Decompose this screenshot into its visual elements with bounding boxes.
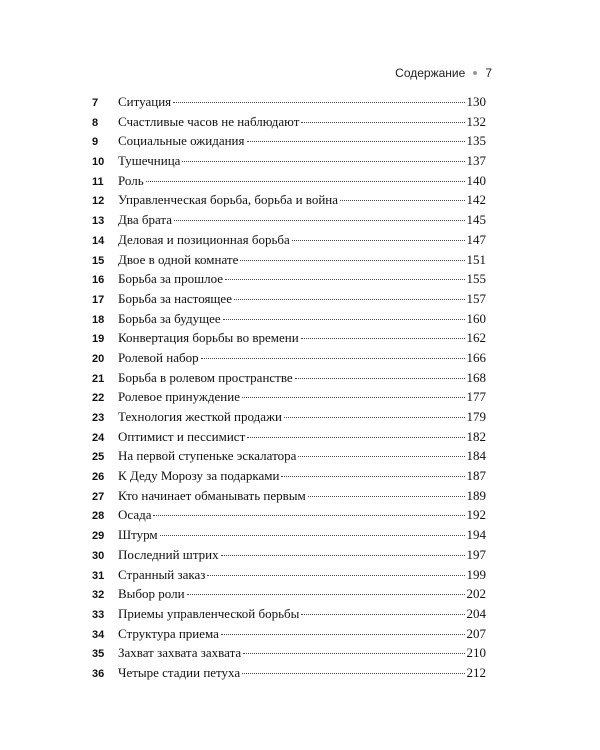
toc-entry-number: 35 — [92, 648, 105, 661]
toc-entry-number: 34 — [92, 628, 105, 641]
toc-entry[interactable] — [92, 92, 486, 112]
dot-leader — [340, 200, 464, 201]
table-of-contents — [92, 92, 486, 683]
toc-entry-title: Ролевое принуждение — [118, 389, 240, 405]
toc-entry-page: 199 — [466, 566, 486, 582]
toc-entry-number: 32 — [92, 589, 105, 602]
toc-entry-title: Роль — [118, 172, 144, 188]
toc-entry-number: 30 — [92, 549, 105, 562]
toc-entry-number: 21 — [92, 372, 105, 385]
toc-entry[interactable] — [92, 112, 486, 132]
toc-entry-page: 137 — [466, 153, 486, 169]
toc-entry[interactable] — [92, 289, 486, 309]
toc-entry-title: Борьба за настоящее — [118, 290, 232, 306]
toc-entry-title: Деловая и позиционная борьба — [118, 231, 290, 247]
toc-entry-number: 29 — [92, 530, 105, 543]
dot-leader — [187, 594, 465, 595]
toc-entry-title: Последний штрих — [118, 546, 219, 562]
toc-entry-page: 162 — [466, 330, 486, 346]
toc-entry-number: 9 — [92, 136, 99, 149]
toc-entry-page: 135 — [466, 133, 486, 149]
toc-entry-number: 22 — [92, 392, 105, 405]
toc-entry-title: Двое в одной комнате — [118, 251, 239, 267]
toc-entry-page: 194 — [466, 527, 486, 543]
dot-leader — [160, 535, 465, 536]
toc-entry-page: 202 — [466, 586, 486, 602]
toc-entry[interactable] — [92, 407, 486, 427]
toc-entry[interactable] — [92, 171, 486, 191]
toc-entry-page: 157 — [466, 290, 486, 306]
toc-entry[interactable] — [92, 525, 486, 545]
toc-entry[interactable] — [92, 387, 486, 407]
dot-leader — [153, 515, 464, 516]
toc-entry-page: 140 — [466, 172, 486, 188]
toc-entry-page: 145 — [466, 212, 486, 228]
toc-entry-page: 204 — [466, 605, 486, 621]
toc-entry-title: Два брата — [118, 212, 173, 228]
toc-entry-page: 207 — [466, 625, 486, 641]
header-title: Содержание — [395, 66, 466, 80]
toc-entry-number: 23 — [92, 412, 105, 424]
toc-entry-title: Четыре стадии петуха — [118, 664, 241, 680]
toc-entry[interactable] — [92, 269, 486, 289]
toc-entry[interactable] — [92, 151, 486, 171]
toc-entry[interactable] — [92, 230, 486, 250]
toc-entry-number: 36 — [92, 667, 105, 680]
toc-entry-title: Конвертация борьбы во времени — [118, 330, 299, 346]
toc-entry[interactable] — [92, 643, 486, 663]
toc-entry-page: 160 — [466, 310, 486, 326]
toc-entry-number: 10 — [92, 156, 105, 169]
dot-leader — [182, 161, 464, 162]
toc-entry-number: 7 — [92, 97, 99, 109]
dot-leader — [221, 555, 465, 556]
toc-entry-title: Выбор роли — [118, 586, 185, 602]
dot-leader — [281, 476, 464, 477]
toc-entry-page: 166 — [466, 349, 486, 365]
dot-leader — [201, 358, 465, 359]
toc-entry[interactable] — [92, 309, 486, 329]
dot-leader — [242, 673, 464, 674]
toc-entry-title: Борьба за будущее — [118, 310, 221, 326]
toc-entry[interactable] — [92, 446, 486, 466]
dot-leader — [284, 417, 465, 418]
dot-leader — [174, 220, 464, 221]
dot-leader — [308, 496, 465, 497]
toc-entry-title: Социальные ожидания — [118, 133, 245, 149]
toc-entry[interactable] — [92, 505, 486, 525]
toc-entry[interactable] — [92, 584, 486, 604]
toc-entry-title: Ситуация — [118, 94, 172, 109]
toc-entry-number: 12 — [92, 195, 105, 208]
toc-entry-page: 197 — [466, 546, 486, 562]
dot-leader — [242, 397, 465, 398]
toc-entry[interactable] — [92, 545, 486, 565]
dot-leader — [295, 378, 465, 379]
toc-entry-title: Приемы управленческой борьбы — [118, 605, 300, 621]
dot-leader — [173, 102, 464, 103]
running-header — [395, 66, 492, 80]
toc-entry-page: 168 — [466, 369, 486, 385]
toc-entry[interactable] — [92, 604, 486, 624]
dot-leader — [146, 181, 465, 182]
toc-entry-number: 14 — [92, 234, 105, 247]
bullet-icon — [473, 71, 477, 75]
toc-entry[interactable] — [92, 250, 486, 270]
toc-entry-number: 15 — [92, 254, 105, 267]
toc-entry-number: 19 — [92, 333, 105, 346]
toc-entry-number: 31 — [92, 569, 105, 582]
dot-leader — [240, 260, 464, 261]
toc-entry[interactable] — [92, 210, 486, 230]
toc-entry-number: 28 — [92, 510, 105, 523]
toc-entry-title: Ролевой набор — [118, 349, 199, 365]
toc-entry-page: 182 — [466, 428, 486, 444]
toc-entry[interactable] — [92, 348, 486, 368]
toc-entry-number: 25 — [92, 451, 105, 464]
toc-entry-page: 142 — [466, 192, 486, 208]
toc-entry-title: Осада — [118, 507, 152, 523]
toc-entry-page: 187 — [466, 468, 486, 484]
toc-entry[interactable] — [92, 486, 486, 506]
toc-entry[interactable] — [92, 427, 486, 447]
toc-entry-page: 151 — [466, 251, 486, 267]
toc-entry[interactable] — [92, 368, 486, 388]
toc-entry-title: Структура приема — [118, 625, 219, 641]
toc-entry-page: 179 — [466, 409, 486, 424]
toc-entry-page: 155 — [466, 271, 486, 287]
dot-leader — [301, 122, 464, 123]
toc-entry-title: Борьба в ролевом пространстве — [118, 369, 293, 385]
dot-leader — [234, 299, 465, 300]
toc-entry-title: Кто начинает обманывать первым — [118, 487, 306, 503]
toc-entry-number: 11 — [92, 175, 104, 188]
dot-leader — [221, 634, 465, 635]
dot-leader — [207, 575, 464, 576]
toc-entry-title: Счастливые часов не наблюдают — [118, 113, 300, 129]
toc-entry-page: 184 — [466, 448, 486, 464]
toc-entry-title: Тушечница — [118, 153, 181, 169]
dot-leader — [225, 279, 464, 280]
toc-entry-title: Управленческая борьба, борьба и война — [118, 192, 339, 208]
toc-entry-title: Оптимист и пессимист — [118, 428, 246, 444]
toc-entry-number: 17 — [92, 293, 105, 306]
toc-entry-page: 189 — [466, 487, 486, 503]
toc-entry[interactable] — [92, 565, 486, 585]
dot-leader — [223, 319, 465, 320]
toc-entry-title: Захват захвата захвата — [118, 645, 242, 661]
toc-entry-number: 33 — [92, 608, 105, 621]
toc-entry-number: 16 — [92, 274, 105, 287]
dot-leader — [298, 456, 464, 457]
toc-entry[interactable] — [92, 328, 486, 348]
toc-entry-page: 210 — [466, 645, 486, 661]
toc-entry-number: 18 — [92, 313, 105, 326]
toc-entry-number: 20 — [92, 352, 105, 365]
toc-entry-number: 26 — [92, 471, 105, 484]
toc-entry-title: Технология жесткой продажи — [118, 409, 282, 424]
toc-entry-number: 8 — [92, 116, 99, 129]
dot-leader — [243, 653, 464, 654]
toc-entry[interactable] — [92, 190, 486, 210]
toc-entry-title: На первой ступеньке эскалатора — [118, 448, 297, 464]
toc-entry-page: 132 — [466, 113, 486, 129]
toc-entry-page: 177 — [466, 389, 486, 405]
toc-entry[interactable] — [92, 466, 486, 486]
dot-leader — [301, 614, 464, 615]
toc-entry[interactable] — [92, 131, 486, 151]
toc-entry-page: 212 — [466, 664, 486, 680]
dot-leader — [292, 240, 465, 241]
toc-entry-title: Борьба за прошлое — [118, 271, 224, 287]
dot-leader — [247, 141, 465, 142]
toc-entry-title: К Деду Морозу за подарками — [118, 468, 280, 484]
header-page-number: 7 — [485, 66, 492, 80]
toc-entry-number: 27 — [92, 490, 105, 503]
toc-entry-title: Штурм — [118, 527, 158, 543]
toc-entry-page: 147 — [466, 231, 486, 247]
toc-entry-number: 24 — [92, 431, 105, 444]
toc-entry-page: 130 — [466, 94, 486, 109]
dot-leader — [301, 338, 465, 339]
toc-entry-page: 192 — [466, 507, 486, 523]
toc-entry[interactable] — [92, 624, 486, 644]
toc-entry-title: Странный заказ — [118, 566, 206, 582]
toc-entry[interactable] — [92, 663, 486, 683]
toc-entry-number: 13 — [92, 215, 105, 228]
dot-leader — [247, 437, 464, 438]
